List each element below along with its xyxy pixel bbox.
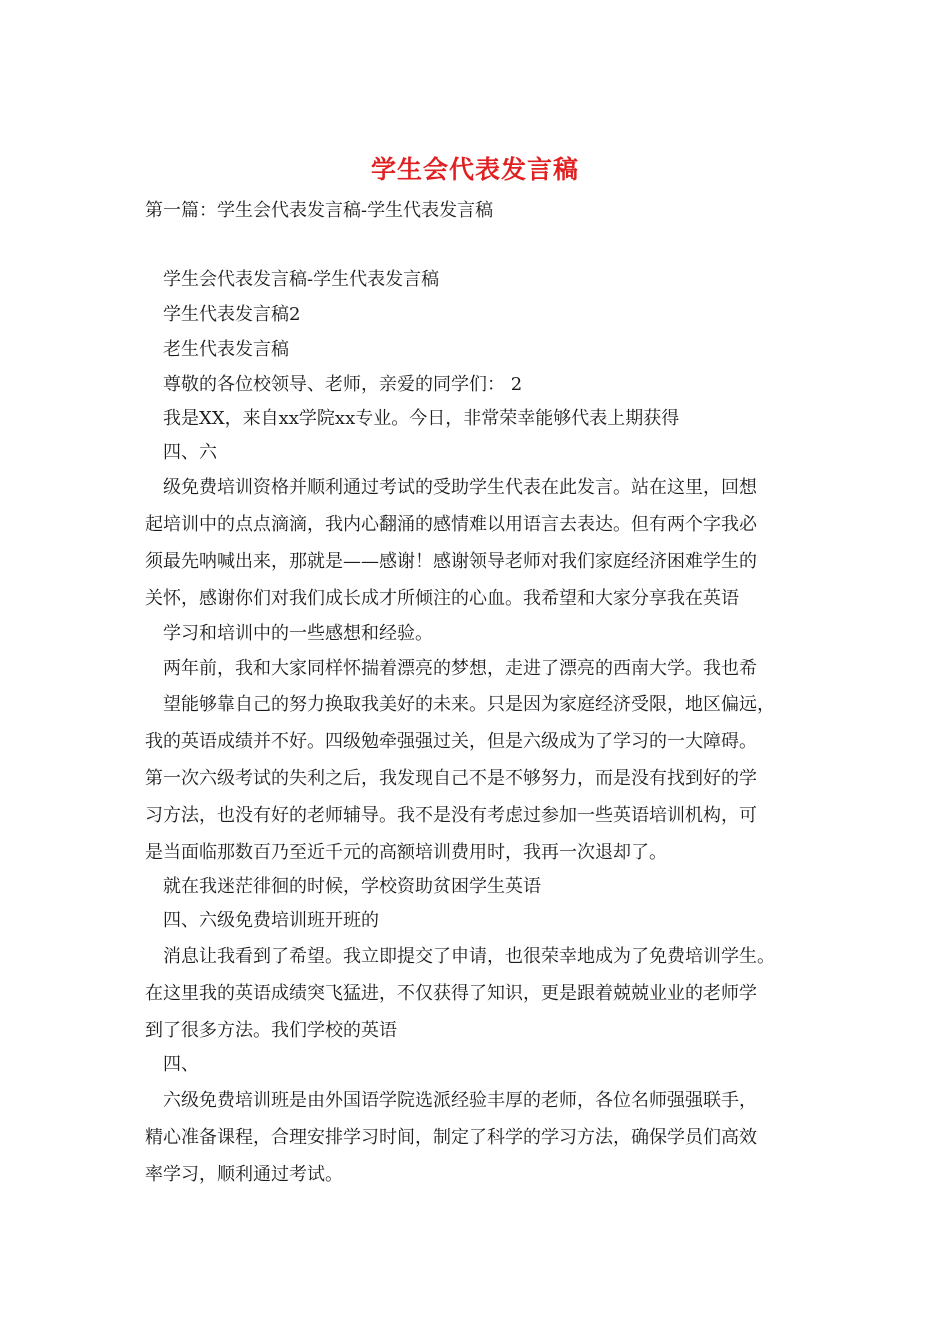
text-line: 学生代表发言稿2: [163, 304, 301, 325]
text-line: 学习和培训中的一些感想和经验。: [163, 623, 433, 644]
text-line: 到了很多方法。我们学校的英语: [145, 1020, 397, 1041]
text-line: 习方法，也没有好的老师辅导。我不是没有考虑过参加一些英语培训机构，可: [145, 805, 757, 826]
text-line: 起培训中的点点滴滴，我内心翻涌的感情难以用语言去表达。但有两个字我必: [145, 514, 757, 535]
text-line: 六级免费培训班是由外国语学院选派经验丰厚的老师，各位名师强强联手，: [163, 1090, 757, 1111]
text-line: 就在我迷茫徘徊的时候，学校资助贫困学生英语: [163, 876, 541, 897]
text-line: 四、六级免费培训班开班的: [163, 910, 379, 931]
text-line: 尊敬的各位校领导、老师，亲爱的同学们： 2: [163, 374, 523, 395]
text-line: 老生代表发言稿: [163, 339, 289, 360]
text-line: 第一次六级考试的失利之后，我发现自己不是不够努力，而是没有找到好的学: [145, 768, 757, 789]
text-line: 我的英语成绩并不好。四级勉牵强强过关，但是六级成为了学习的一大障碍。: [145, 731, 757, 752]
text-line: 须最先呐喊出来，那就是——感谢！感谢领导老师对我们家庭经济困难学生的: [145, 551, 757, 572]
text-line: 在这里我的英语成绩突飞猛进，不仅获得了知识，更是跟着兢兢业业的老师学: [145, 983, 757, 1004]
text-line: 级免费培训资格并顺利通过考试的受助学生代表在此发言。站在这里，回想: [163, 477, 757, 498]
document-subtitle: 第一篇：学生会代表发言稿-学生代表发言稿: [145, 200, 494, 221]
text-line: 学生会代表发言稿-学生代表发言稿: [163, 269, 440, 290]
text-line: 是当面临那数百乃至近千元的高额培训费用时，我再一次退却了。: [145, 842, 667, 863]
text-line: 率学习，顺利通过考试。: [145, 1164, 343, 1185]
text-line: 关怀，感谢你们对我们成长成才所倾注的心血。我希望和大家分享我在英语: [145, 588, 739, 609]
text-line: 两年前，我和大家同样怀揣着漂亮的梦想，走进了漂亮的西南大学。我也希: [163, 658, 757, 679]
text-line: 精心准备课程，合理安排学习时间，制定了科学的学习方法，确保学员们高效: [145, 1127, 757, 1148]
document-title: 学生会代表发言稿: [370, 155, 579, 184]
text-line: 四、六: [163, 442, 217, 463]
text-line: 我是XX，来自xx学院xx专业。今日，非常荣幸能够代表上期获得: [163, 408, 680, 429]
text-line: 消息让我看到了希望。我立即提交了申请，也很荣幸地成为了免费培训学生。: [163, 946, 775, 967]
text-line: 望能够靠自己的努力换取我美好的未来。只是因为家庭经济受限，地区偏远，: [163, 694, 775, 715]
text-line: 四、: [163, 1054, 199, 1075]
